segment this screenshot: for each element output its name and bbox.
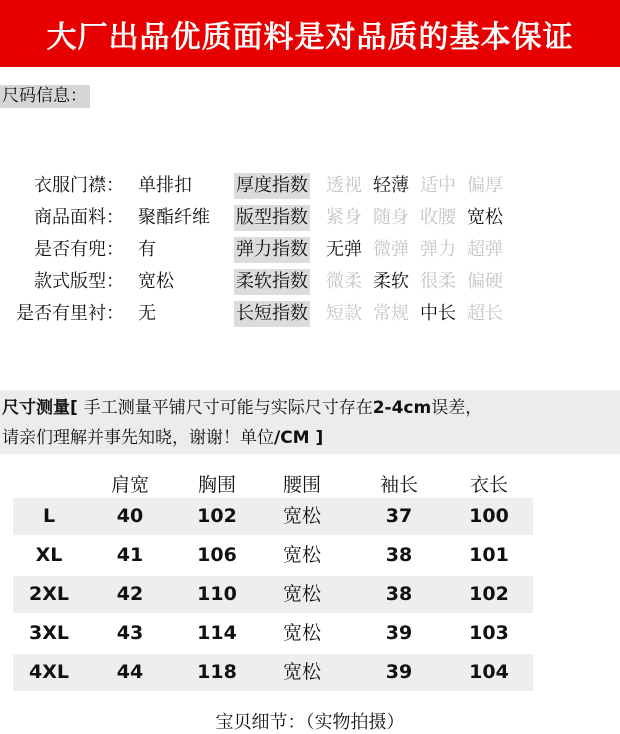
attr-value: 无 [138,303,156,324]
attr-label: 衣服门襟： [34,175,124,196]
table-cell: 102 [197,505,237,527]
index-option: 超长 [467,303,503,324]
table-cell: 41 [116,544,144,566]
table-row [13,576,533,613]
index-option: 短款 [326,303,362,324]
attr-value: 宽松 [138,271,174,292]
attr-label: 是否有里衬： [16,303,124,324]
promo-banner [0,0,620,67]
attr-row [0,299,620,329]
notice-range: 2-4cm [372,398,432,418]
table-row [13,654,533,691]
table-cell: 103 [469,622,509,644]
index-option: 柔软 [373,271,409,292]
column-header: 胸围 [197,474,236,496]
table-cell: 40 [116,505,144,527]
index-option: 微弹 [373,239,409,260]
index-option: 轻薄 [373,175,409,196]
index-name: 弹力指数 [234,237,310,263]
index-option: 紧身 [326,207,362,228]
table-cell: 39 [385,622,413,644]
index-name: 长短指数 [234,301,310,327]
index-name: 厚度指数 [234,173,310,199]
table-cell: 宽松 [282,661,321,683]
attr-label: 是否有兜： [34,239,124,260]
table-cell: 宽松 [282,583,321,605]
index-option: 超弹 [467,239,503,260]
table-cell: 101 [469,544,509,566]
table-row [13,615,533,652]
details-caption: 宝贝细节：（实物拍摄） [215,712,405,733]
attr-row [0,267,620,297]
size-cell: XL [35,544,63,566]
index-option: 无弹 [326,239,362,260]
index-name: 版型指数 [234,205,310,231]
table-cell: 37 [385,505,413,527]
table-cell: 38 [385,583,413,605]
table-cell: 宽松 [282,544,321,566]
notice-text: 误差， [431,398,483,418]
table-cell: 118 [197,661,237,683]
index-option: 弹力 [420,239,456,260]
index-option: 宽松 [467,207,503,228]
column-header: 袖长 [379,474,418,496]
size-cell: L [42,505,56,527]
table-cell: 43 [116,622,144,644]
table-row [13,537,533,574]
attr-value: 有 [138,239,156,260]
table-cell: 110 [197,583,237,605]
notice-text: 手工测量平铺尺寸可能与实际尺寸存在 [83,398,373,418]
notice-line-2 [2,423,323,448]
table-cell: 104 [469,661,509,683]
column-header: 衣长 [469,474,508,496]
table-cell: 宽松 [282,505,321,527]
index-option: 偏硬 [467,271,503,292]
index-option: 中长 [420,303,456,324]
notice-line-1 [2,393,482,418]
table-cell: 39 [385,661,413,683]
table-cell: 44 [116,661,144,683]
size-info-label: 尺码信息： [0,85,90,108]
attr-row [0,203,620,233]
banner-text: 大厂出品优质面料是对品质的基本保证 [46,19,574,55]
table-cell: 宽松 [282,622,321,644]
size-cell: 3XL [29,622,69,644]
table-row [13,498,533,535]
index-option: 常规 [373,303,409,324]
notice-unit: /CM ] [274,428,324,448]
column-header: 肩宽 [110,474,149,496]
attr-row [0,235,620,265]
index-option: 很柔 [420,271,456,292]
attr-value: 单排扣 [138,175,192,196]
attr-label: 款式版型： [34,271,124,292]
table-cell: 114 [197,622,237,644]
index-option: 透视 [326,175,362,196]
index-option: 微柔 [326,271,362,292]
attr-label: 商品面料： [34,207,124,228]
index-option: 收腰 [420,207,456,228]
attr-value: 聚酯纤维 [138,207,210,228]
size-cell: 4XL [29,661,69,683]
index-name: 柔软指数 [234,269,310,295]
notice-prefix: 尺寸测量[ [2,398,84,418]
attr-row [0,171,620,201]
table-cell: 38 [385,544,413,566]
measurement-notice [0,390,620,454]
table-cell: 100 [469,505,509,527]
column-header: 腰围 [282,474,321,496]
index-option: 随身 [373,207,409,228]
index-option: 适中 [420,175,456,196]
index-option: 偏厚 [467,175,503,196]
table-cell: 106 [197,544,237,566]
table-cell: 42 [116,583,144,605]
table-cell: 102 [469,583,509,605]
size-cell: 2XL [29,583,69,605]
notice-text: 请亲们理解并事先知晓，谢谢！单位 [2,428,274,448]
